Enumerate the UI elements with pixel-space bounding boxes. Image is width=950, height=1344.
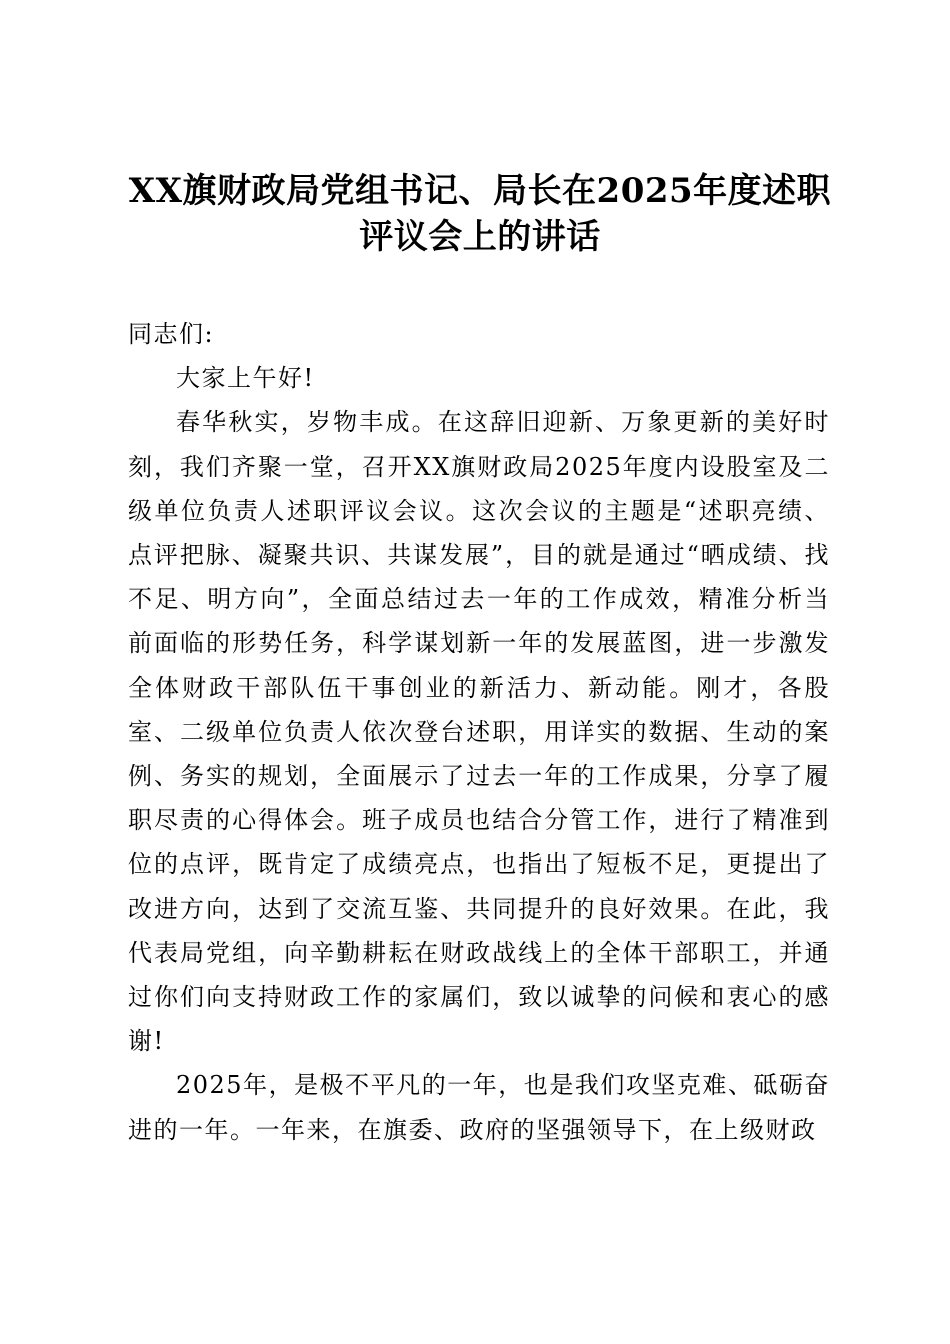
paragraph-greeting: 大家上午好! (176, 364, 315, 393)
title-line-2: 评议会上的讲话 (359, 217, 601, 257)
paragraph-review: 2025年，是极不平凡的一年，也是我们攻坚克难、砥砺奋进的一年。一年来，在旗委、政府的坚强领导下，在上级财政 (128, 1071, 830, 1144)
document-title (100, 168, 860, 260)
title-line-1: XX旗财政局党组书记、局长在2025年度述职 (128, 171, 832, 211)
document-body (128, 312, 830, 1152)
salutation: 同志们: (128, 320, 215, 348)
paragraph-opening: 春华秋实，岁物丰成。在这辞旧迎新、万象更新的美好时刻，我们齐聚一堂，召开XX旗财政局2025年度内设股室及二级单位负责人述职评议会议。这次会议的主题是“述职亮绩、点评把脉、凝聚共识、共谋发展”，目的就是通过“晒成绩、找不足、明方向”，全面总结过去一年的工作成效，精准分析当前面临的形势任务，科学谋划新一年的发展蓝图，进一步激发全体财政干部队伍干事创业的新活力、新动能。刚才，各股室、二级单位负责人依次登台述职，用详实的数据、生动的案例、务实的规划，全面展示了过去一年的工作成果，分享了履职尽责的心得体会。班子成员也结合分管工作，进行了精准到位的点评，既肯定了成绩亮点，也指出了短板不足，更提出了改进方向，达到了交流互鉴、共同提升的良好效果。在此，我代表局党组，向辛勤耕耘在财政战线上的全体干部职工，并通过你们向支持财政工作的家属们，致以诚挚的问候和衷心的感谢! (128, 408, 830, 1056)
